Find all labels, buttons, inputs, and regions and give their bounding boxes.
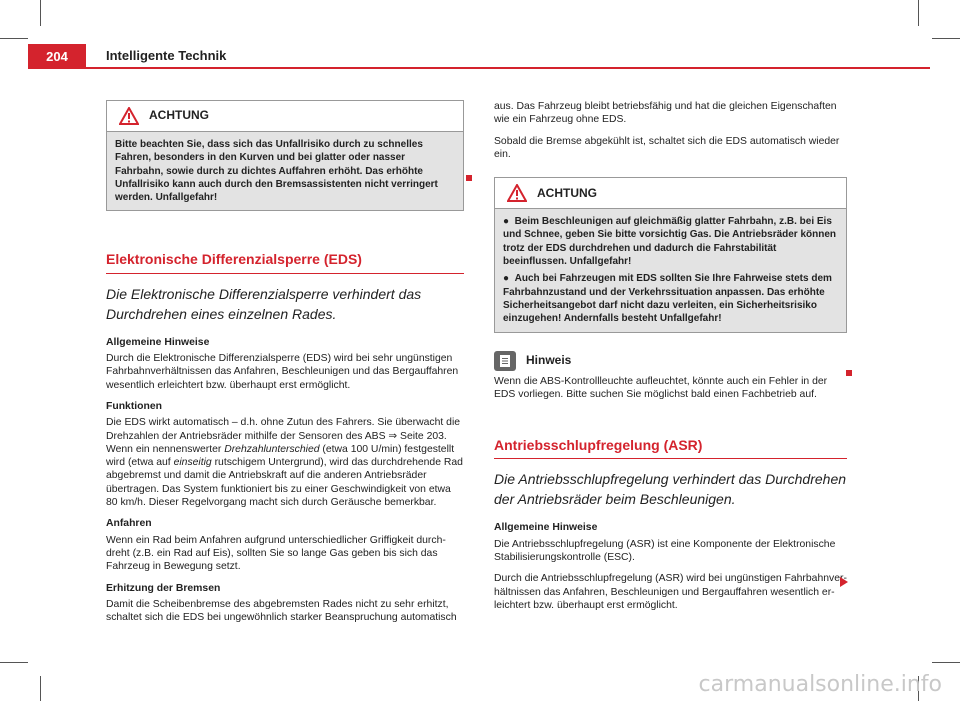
subheading: Allgemeine Hinweise — [494, 522, 598, 534]
warning-header — [495, 178, 846, 209]
continue-arrow-icon — [840, 577, 848, 587]
warning-box — [494, 177, 847, 332]
warning-triangle-icon — [507, 184, 527, 202]
warning-title: ACHTUNG — [537, 185, 597, 200]
section-title-eds: Elektronische Differenzialsperre (EDS) — [106, 253, 464, 273]
paragraph: Sobald die Bremse abgekühlt ist, schaltet sich die EDS automatisch wieder ein. — [494, 135, 840, 160]
page-number: 204 — [28, 44, 86, 69]
subheading: Anfahren — [106, 518, 152, 530]
crop-mark — [932, 38, 960, 39]
paragraph: Die Antriebsschlupfregelung (ASR) ist eine Komponente der Elektronische Stabilisierungskontrolle (ESC). — [494, 538, 836, 564]
paragraph: Wenn ein Rad beim Anfahren aufgrund unterschiedlicher Griffigkeit durchdreht (z.B. ein Rad auf Eis), sollten Sie so lange Gas geben bis sich das Fahrzeug in Bewegung setzt. — [106, 534, 446, 573]
crop-mark — [932, 662, 960, 663]
end-of-block-marker — [466, 175, 472, 181]
warning-triangle-icon — [119, 107, 139, 125]
warning-text: Bitte beachten Sie, dass sich das Unfallrisiko durch zu schnelles Fahren, besonders in den Kurven und bei glatter oder nasser Fahrbahn, sowie durch zu dichtes Auffahren erhöht. Das erhöhte Unfallrisiko kann auch durch den Bremsassistenten nicht verringert werden. Unfallgefahr! — [107, 132, 463, 210]
warning-header — [107, 101, 463, 132]
paragraph: Die EDS wirkt automatisch – d.h. ohne Zutun des Fahrers. Sie überwacht die Drehzahlen der Antriebsräder mithilfe der Sensoren des ABS ⇒ Seite 203. Wenn ein nennenswerter Drehzahlunterschied (etwa 100 U/min) festgestellt wird (etwa auf einseitig rutschigem Untergrund), wird das durchdrehende Rad abgebremst und damit die Antriebskraft auf die anderen Antriebsräder übertragen. Das System funktioniert bis zu einer Geschwindigkeit von etwa 80 km/h. Dieser Regelvorgang macht sich durch Geräusche bemerkbar. — [106, 417, 463, 509]
section-lead-eds: Die Elektronische Differenzialsperre verhindert das Durchdrehen eines einzelnen Rades. — [106, 285, 422, 322]
end-of-block-marker — [846, 370, 852, 376]
paragraph: Durch die Antriebsschlupfregelung (ASR) wird bei ungünstigen Fahrbahnverhältnissen das Anfahren, Beschleunigen und Bergauffahren wesentlich erleichtert bzw. überhaupt erst ermöglicht. — [494, 573, 847, 611]
section-title-asr: Antriebsschlupfregelung (ASR) — [494, 439, 847, 459]
subheading: Allgemeine Hinweise — [106, 336, 210, 348]
hint-text: Wenn die ABS-Kontrollleuchte aufleuchtet, könnte auch ein Fehler in der EDS vorliegen. Bitte suchen Sie möglichst bald einen Fachbetrieb auf. — [494, 375, 828, 400]
crop-mark — [918, 0, 919, 26]
note-icon — [494, 351, 516, 371]
paragraph: Durch die Elektronische Differenzialsperre (EDS) wird bei sehr ungünstigen Fahrbahnverhältnissen das Anfahren, Beschleunigen und das Bergauffahren wesentlich erleichtert bzw. überhaupt erst ermöglicht. — [106, 353, 459, 391]
hint-title: Hinweis — [526, 352, 572, 367]
warning-text: ● Beim Beschleunigen auf gleichmäßig glatter Fahrbahn, z.B. bei Eis und Schnee, geben Sie bitte vorsichtig Gas. Die Antriebsräder können trotz der EDS durchdrehen und dadurch die Fahrstabilität beeinflussen. Unfallgefahr! ● Auch bei Fahrzeugen mit EDS sollten Sie Ihre Fahrweise stets dem Fahrbahnzustand und der Verkehrssituation anpassen. Das erhöhte Sicherheitsangebot darf nicht dazu verleiten, ein Sicherheitsrisiko einzugehen! Andernfalls besteht Unfallgefahr! — [495, 209, 846, 331]
right-column — [494, 100, 847, 620]
subheading: Erhitzung der Bremsen — [106, 582, 221, 594]
crop-mark — [0, 38, 28, 39]
watermark: carmanualsonline.info — [698, 672, 942, 697]
left-column — [106, 100, 464, 632]
section-lead-asr: Die Antriebsschlupfregelung verhindert das Durchdrehen der Antriebsräder beim Beschleunigen. — [494, 471, 847, 508]
paragraph: Damit die Scheibenbremse des abgebremsten Rades nicht zu sehr erhitzt, schaltet sich die EDS bei ungewöhnlich starker Beanspruchung automatisch — [106, 598, 457, 624]
crop-mark — [40, 676, 41, 701]
paragraph: aus. Das Fahrzeug bleibt betriebsfähig und hat die gleichen Eigenschaften wie ein Fahrzeug ohne EDS. — [494, 101, 837, 126]
subheading: Funktionen — [106, 400, 162, 412]
header-rule — [28, 67, 930, 69]
warning-title: ACHTUNG — [149, 108, 209, 123]
hint-header — [494, 351, 847, 371]
crop-mark — [0, 662, 28, 663]
warning-box — [106, 100, 464, 211]
crop-mark — [40, 0, 41, 26]
chapter-title: Intelligente Technik — [106, 48, 227, 63]
